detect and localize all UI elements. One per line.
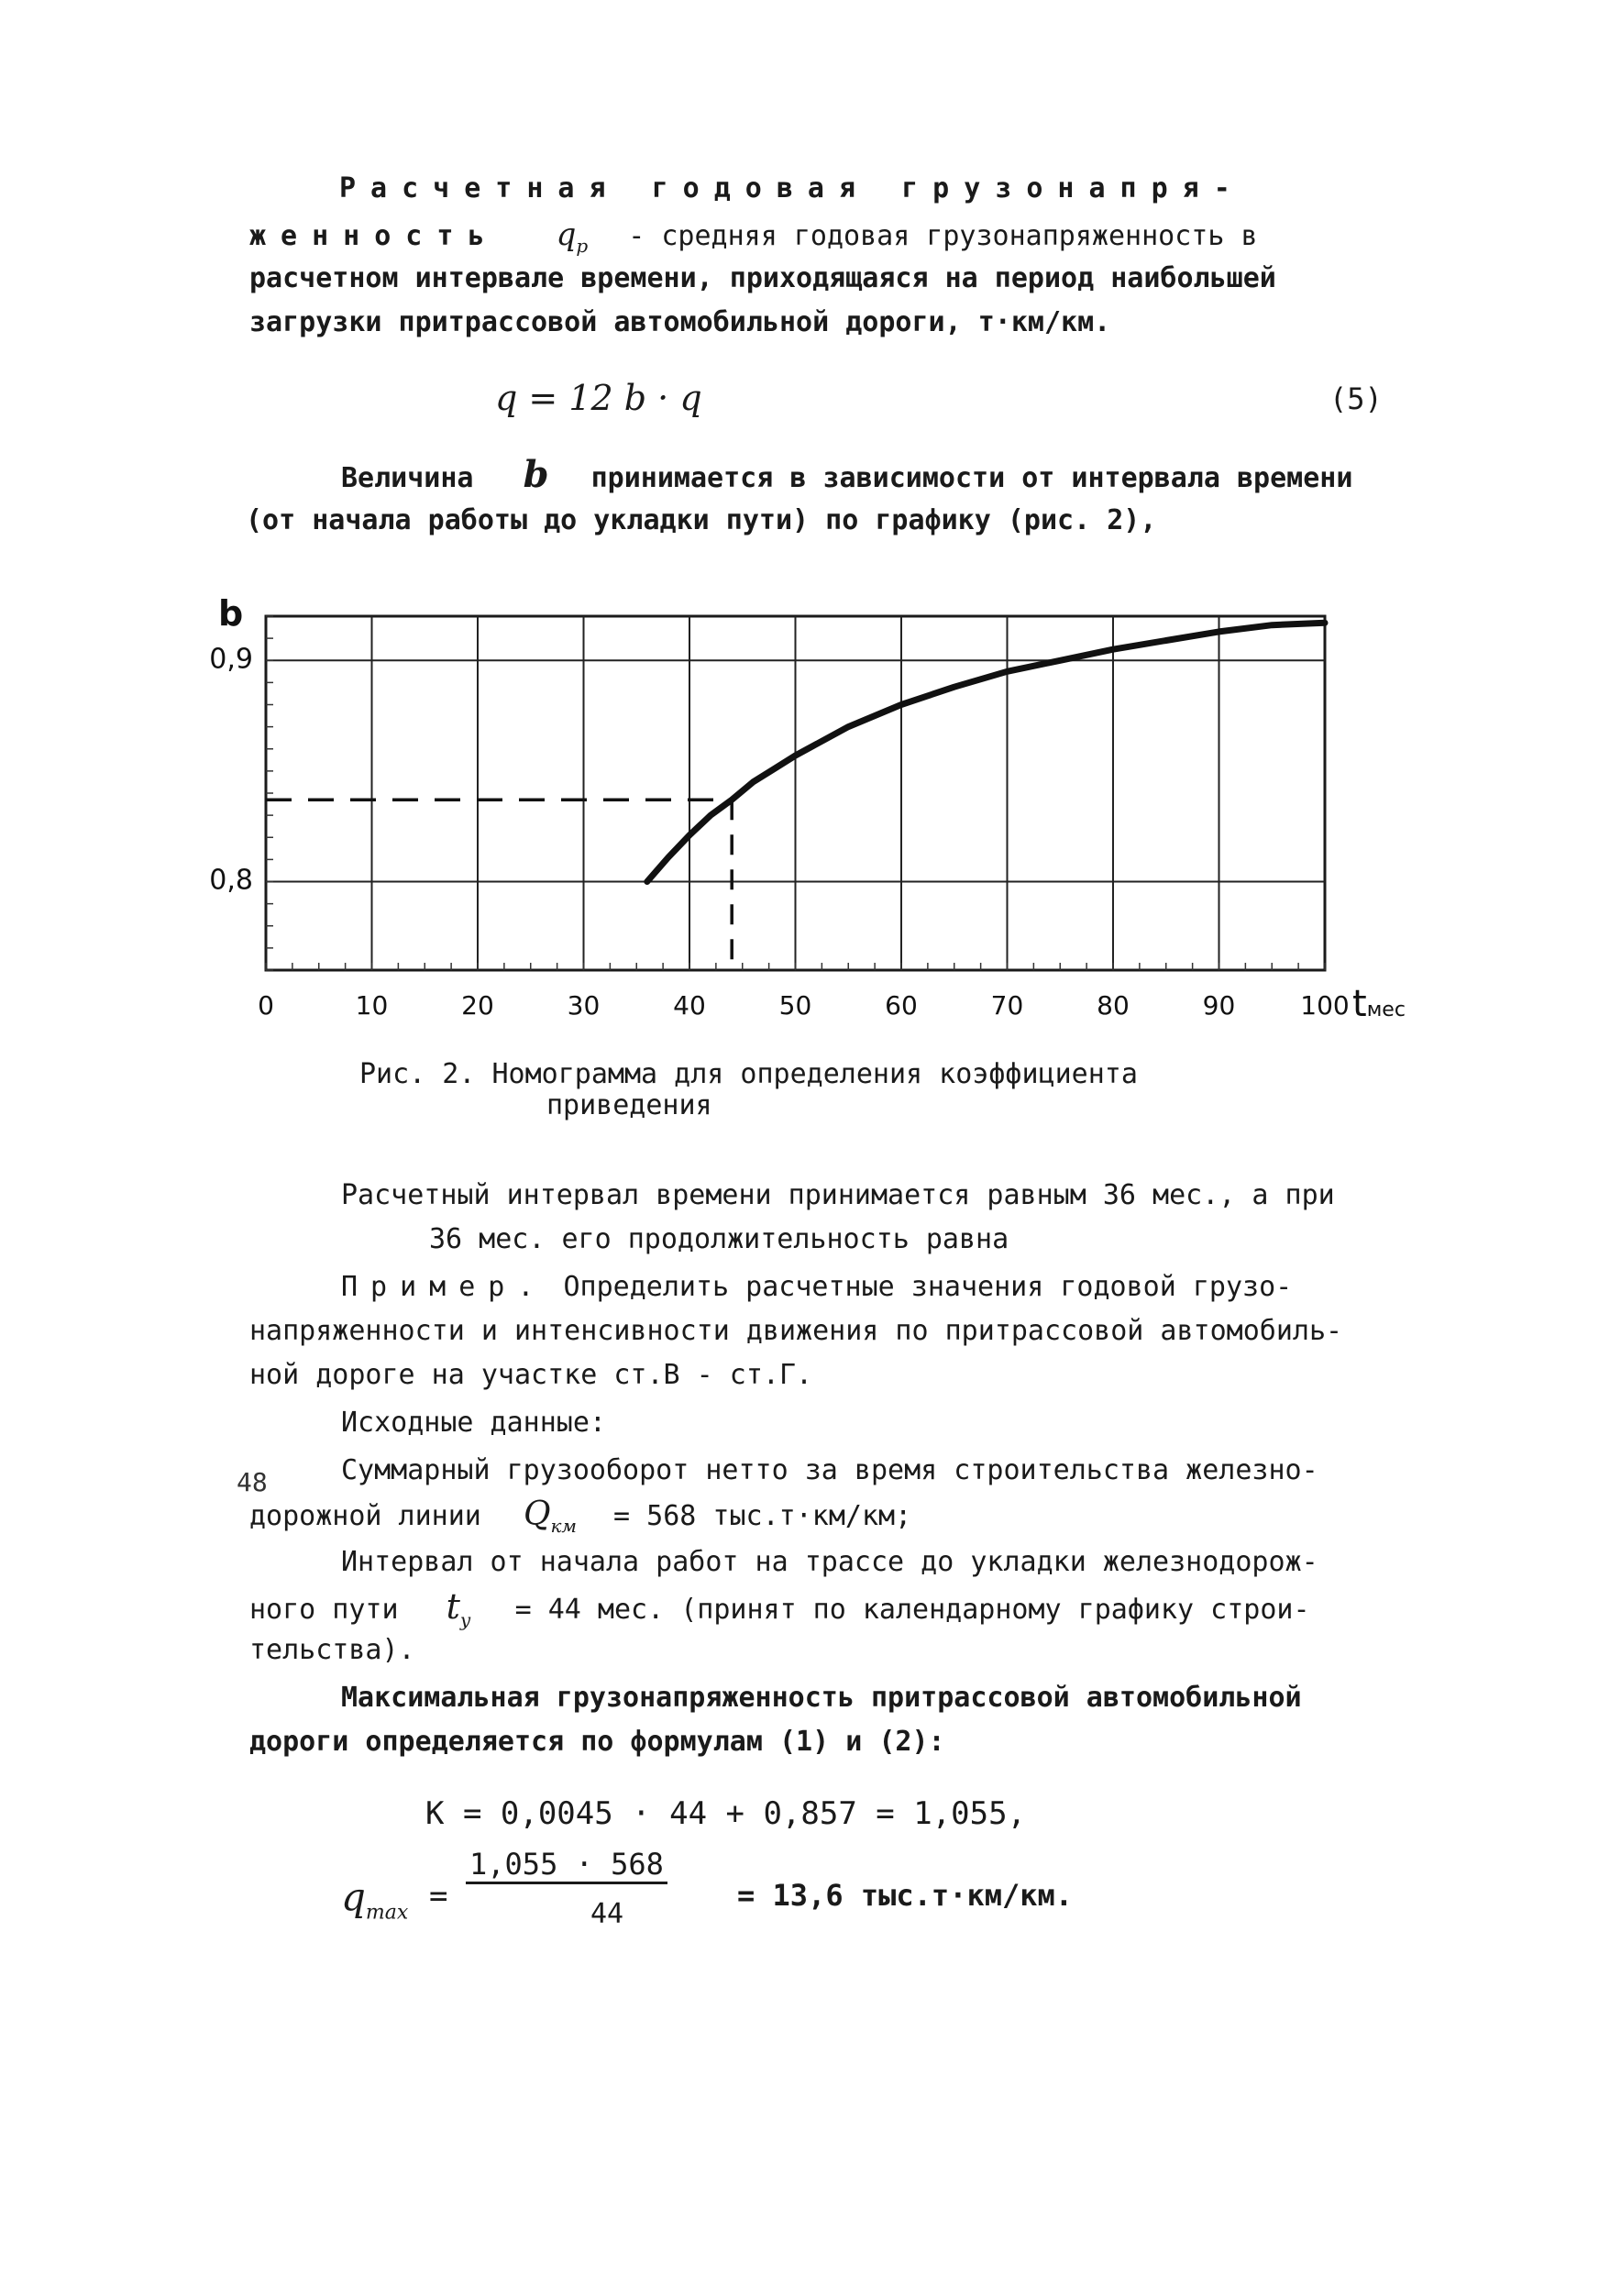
series-point: [1058, 658, 1062, 662]
nomogram-chart: [183, 596, 1467, 1027]
chart-grid: [266, 616, 1325, 970]
section-title-line: [339, 167, 1245, 211]
header-line-4: загрузки притрассовой автомобильной дороги, т·км/км.: [249, 306, 1111, 338]
x-axis-label: tмес: [1352, 983, 1406, 1025]
body-p1-line-2: 36 мес. его продолжительность равна: [429, 1223, 1009, 1255]
equation-number: (5): [1329, 381, 1383, 416]
example-reading: [266, 800, 732, 970]
b-symbol: b: [523, 453, 549, 496]
y-axis-label: b: [218, 596, 244, 634]
x-tick-label: 80: [1097, 990, 1130, 1021]
x-tick-label: 20: [461, 990, 494, 1021]
series-point: [709, 813, 712, 817]
series-point: [1218, 630, 1221, 634]
calc-q-result: = 13,6 тыс.т·км/км.: [737, 1878, 1074, 1913]
chart-ticks: [209, 616, 1349, 1021]
x-tick-label: 100: [1300, 990, 1350, 1021]
page-number: 48: [237, 1467, 268, 1497]
body-p5-line-3: тельства).: [249, 1634, 415, 1666]
fraction-numerator: 1,055 · 568: [466, 1847, 667, 1884]
series-point: [730, 798, 733, 801]
body-p5-line-1: Интервал от начала работ на трассе до укладки железнодорож-: [341, 1546, 1318, 1578]
series-point: [1164, 639, 1168, 643]
series-point: [667, 855, 670, 859]
series-point: [1006, 669, 1009, 673]
x-tick-label: 10: [355, 990, 389, 1021]
series-point: [645, 880, 649, 884]
figure-caption-line-2: приведения: [546, 1089, 712, 1121]
figure-caption-line-1: Рис. 2. Номограмма для определения коэффициента: [359, 1058, 1138, 1090]
q-km-symbol: $Q_{км}$: [523, 1496, 577, 1538]
body-p2-line-1: Пример. Определить расчетные значения годовой грузо-: [341, 1271, 1293, 1303]
x-tick-label: 0: [258, 990, 274, 1021]
qp-symbol: $q_р$: [556, 216, 589, 257]
example-label: Пример.: [341, 1271, 547, 1303]
body-p4-line-2: дорожной линии $Q_{км} = 568$ тыс.т·км/км;: [249, 1496, 912, 1538]
x-tick-label: 40: [673, 990, 706, 1021]
y-tick-label: 0,9: [209, 643, 253, 676]
body-p4-line-1: Суммарный грузооборот нетто за время строительства железно-: [341, 1454, 1318, 1486]
para-b-line-1: Величина b принимается в зависимости от интервала времени: [341, 453, 1353, 496]
para-b-line-2: (от начала работы до укладки пути) по графику (рис. 2),: [246, 504, 1157, 536]
body-p6-line-1: Максимальная грузонапряженность притрассовой автомобильной: [341, 1682, 1302, 1714]
x-tick-label: 50: [778, 990, 812, 1021]
body-p5-line-2: ного пути $t_у = 44$ мес. (принят по календарному графику строи-: [249, 1586, 1310, 1631]
series-point: [772, 767, 776, 770]
formula-5: q = 12 b · q: [495, 378, 702, 418]
series-line: [647, 623, 1325, 881]
calc-k-line: К = 0,0045 · 44 + 0,857 = 1,055,: [425, 1795, 1027, 1832]
series-point: [1111, 647, 1115, 651]
series-point: [953, 685, 956, 689]
x-tick-label: 70: [990, 990, 1024, 1021]
series-point: [688, 833, 691, 837]
x-tick-label: 60: [885, 990, 918, 1021]
body-p2-line-3: ной дороге на участке ст.В - ст.Г.: [249, 1359, 813, 1391]
calc-q-max: $q_{max}$ = 1,055 · 568 44 = 13,6 тыс.т·км/км.: [341, 1847, 1074, 1930]
series-point: [751, 780, 755, 784]
header-definition: - средняя годовая грузонапряженность в: [628, 220, 1258, 252]
body-p3: Исходные данные:: [341, 1407, 606, 1439]
x-tick-label: 90: [1202, 990, 1236, 1021]
y-tick-label: 0,8: [209, 864, 253, 897]
header-line-3: расчетном интервале времени, приходящаяся на период наибольшей: [249, 262, 1276, 294]
section-title-end: женность: [249, 220, 500, 252]
body-p1-line-1: Расчетный интервал времени принимается равным 36 мес., а при: [341, 1179, 1335, 1211]
series-point: [846, 725, 850, 729]
q-max-symbol: $q_{max}$: [341, 1874, 409, 1925]
series-point: [794, 754, 798, 757]
series-point: [1323, 621, 1327, 624]
section-title: Расчетная годовая грузонапря-: [339, 172, 1245, 204]
x-tick-label: 30: [567, 990, 601, 1021]
body-p2-line-2: напряженности и интенсивности движения по притрассовой автомобиль-: [249, 1315, 1343, 1347]
t-y-symbol: $t_у$: [446, 1586, 471, 1631]
fraction-denominator: 44: [590, 1898, 624, 1930]
body-p6-line-2: дороги определяется по формулам (1) и (2):: [249, 1726, 945, 1758]
series-point: [899, 703, 903, 707]
series-point: [1270, 624, 1274, 627]
